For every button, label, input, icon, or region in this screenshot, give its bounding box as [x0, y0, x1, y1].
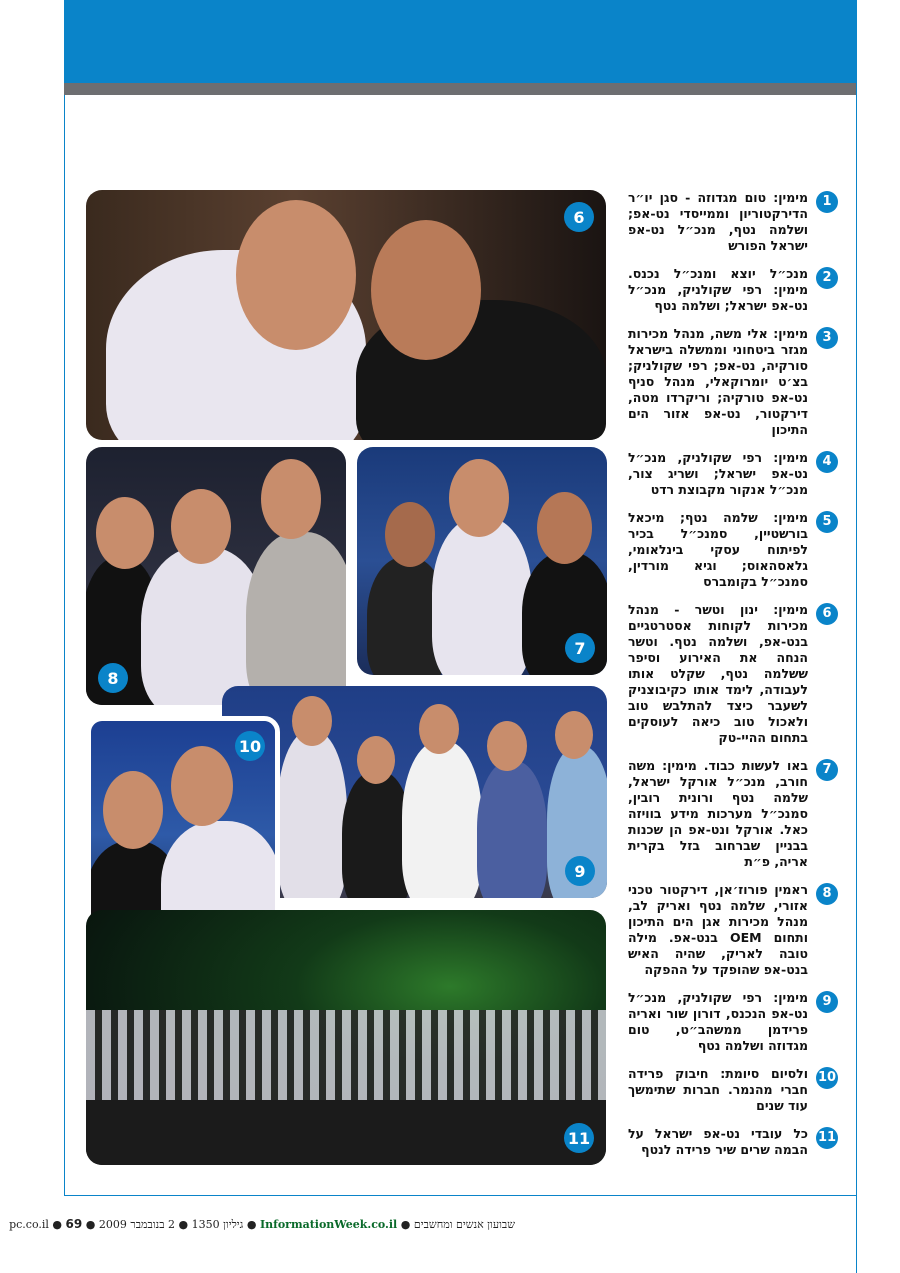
footer-date: 2 בנובמבר 2009 [98, 1218, 176, 1231]
caption-number: 7 [816, 759, 838, 781]
caption-5 [628, 510, 838, 590]
caption-4 [628, 450, 838, 498]
header-band [64, 0, 857, 83]
caption-text: מימין: שלמה נטף; מיכאל בורשטיין, סמנכ״ל בכיר לפיתוח עסקי בינלאומי, גלאסהאוס; וגיא מורדין, סמנכ״ל בקומברס [628, 510, 808, 589]
caption-6 [628, 602, 838, 746]
caption-text: ראמין פורוז׳אן, דירקטור טכני אזורי, שלמה נטף ואריק לב, מנהל מכירות אגן הים התיכון ותחום OEM בנט-אפ. מילה טובה לאריק, שהיה האיש בנט-אפ שהופקד על ההפקה [628, 882, 808, 977]
photo-number-badge: 11 [564, 1123, 594, 1153]
photo-number-badge: 7 [565, 633, 595, 663]
footer-site2: pc.co.il [9, 1218, 49, 1231]
captions-column [628, 190, 838, 1170]
caption-11 [628, 1126, 838, 1158]
caption-number: 11 [816, 1127, 838, 1149]
caption-8 [628, 882, 838, 978]
frame-line-bottom [64, 1195, 857, 1196]
caption-number: 3 [816, 327, 838, 349]
footer-site: InformationWeek.co.il [259, 1218, 398, 1231]
caption-2 [628, 266, 838, 314]
photo-number-badge: 6 [564, 202, 594, 232]
photo-number-badge: 8 [98, 663, 128, 693]
footer-magazine: שבועון אנשים ומחשבים [413, 1218, 515, 1231]
footer-bullet: ● [243, 1218, 257, 1231]
caption-number: 9 [816, 991, 838, 1013]
caption-number: 10 [816, 1067, 838, 1089]
caption-10 [628, 1066, 838, 1114]
page-footer [9, 1217, 515, 1231]
caption-1 [628, 190, 838, 254]
photo-6 [86, 190, 606, 440]
caption-number: 5 [816, 511, 838, 533]
caption-text: מנכ״ל יוצא ומנכ״ל נכנס. מימין: רפי שקולניק, מנכ״ל נט-אפ ישראל; ושלמה נטף [628, 266, 808, 313]
photo-number-badge: 10 [235, 731, 265, 761]
photo-7 [357, 447, 607, 675]
caption-number: 4 [816, 451, 838, 473]
caption-text: מימין: ינון וטשר - מנהל מכירות לקוחות אסטרטגיים בנט-אפ, ושלמה נטף. וטשר הנחה את האירוע וסיפר ששלמה נטף, שקלט אותו לעבודה, לימד אותו כקיבוצניק לשעבר כיצד להתלבש טוב ולאכול טוב כיאה לעוסקים בתחום ההיי-טק [628, 602, 808, 745]
footer-issue: גיליון 1350 [191, 1218, 244, 1231]
photo-8 [86, 447, 346, 705]
caption-3 [628, 326, 838, 438]
caption-text: מימין: אלי משה, מנהל מכירות מגזר ביטחוני וממשלה בישראל סורקיה, נט-אפ; רפי שקולניק; בצ׳ט יומרוקאלי, מנהל סניף נט-אפ טורקיה; וריקרדו מטה, דירקטור, נט-אפ אזור הים התיכון [628, 326, 808, 437]
caption-number: 8 [816, 883, 838, 905]
photo-11 [86, 910, 606, 1165]
footer-bullet: ● [175, 1218, 189, 1231]
frame-line-left [64, 95, 65, 1195]
footer-bullet: ● [82, 1218, 96, 1231]
frame-line-right [856, 0, 857, 1273]
page-number: 69 [65, 1217, 83, 1231]
caption-text: ולסיום סיומת: חיבוק פרידה חברי מהנמר. חברות שתימשך עוד שנים [628, 1066, 808, 1113]
caption-number: 2 [816, 267, 838, 289]
caption-9 [628, 990, 838, 1054]
caption-text: מימין: רפי שקולניק, מנכ״ל נט-אפ הנכנס, דורון שור ואריה פרידמן ממשהב״ט, טום מגדוזה ושלמה נטף [628, 990, 808, 1053]
caption-text: מימין: טום מגדוזה - סגן יו״ר הדירקטוריון וממייסדי נט-אפ; ושלמה נטף, מנכ״ל נט-אפ ישראל הפורש [628, 190, 808, 253]
caption-number: 1 [816, 191, 838, 213]
caption-text: באו לעשות כבוד. מימין: משה חורב, מנכ״ל אורקל ישראל, שלמה נטף ורונית רובין, סמנכ״ל מערכות מידע בוויזה כאל. אורקל ונט-אפ הן שכנות בבניין שברחוב בזל בקרית אריה, פ״ת [628, 758, 808, 869]
footer-bullet: ● [52, 1218, 66, 1231]
caption-number: 6 [816, 603, 838, 625]
caption-7 [628, 758, 838, 870]
header-stripe [64, 83, 857, 95]
photo-number-badge: 9 [565, 856, 595, 886]
caption-text: כל עובדי נט-אפ ישראל על הבמה שרים שיר פרידה לנטף [628, 1126, 808, 1157]
footer-bullet: ● [397, 1218, 411, 1231]
caption-text: מימין: רפי שקולניק, מנכ״ל נט-אפ ישראל; ושריג צור, מנכ״ל אנקור מקבוצת רדט [628, 450, 808, 497]
